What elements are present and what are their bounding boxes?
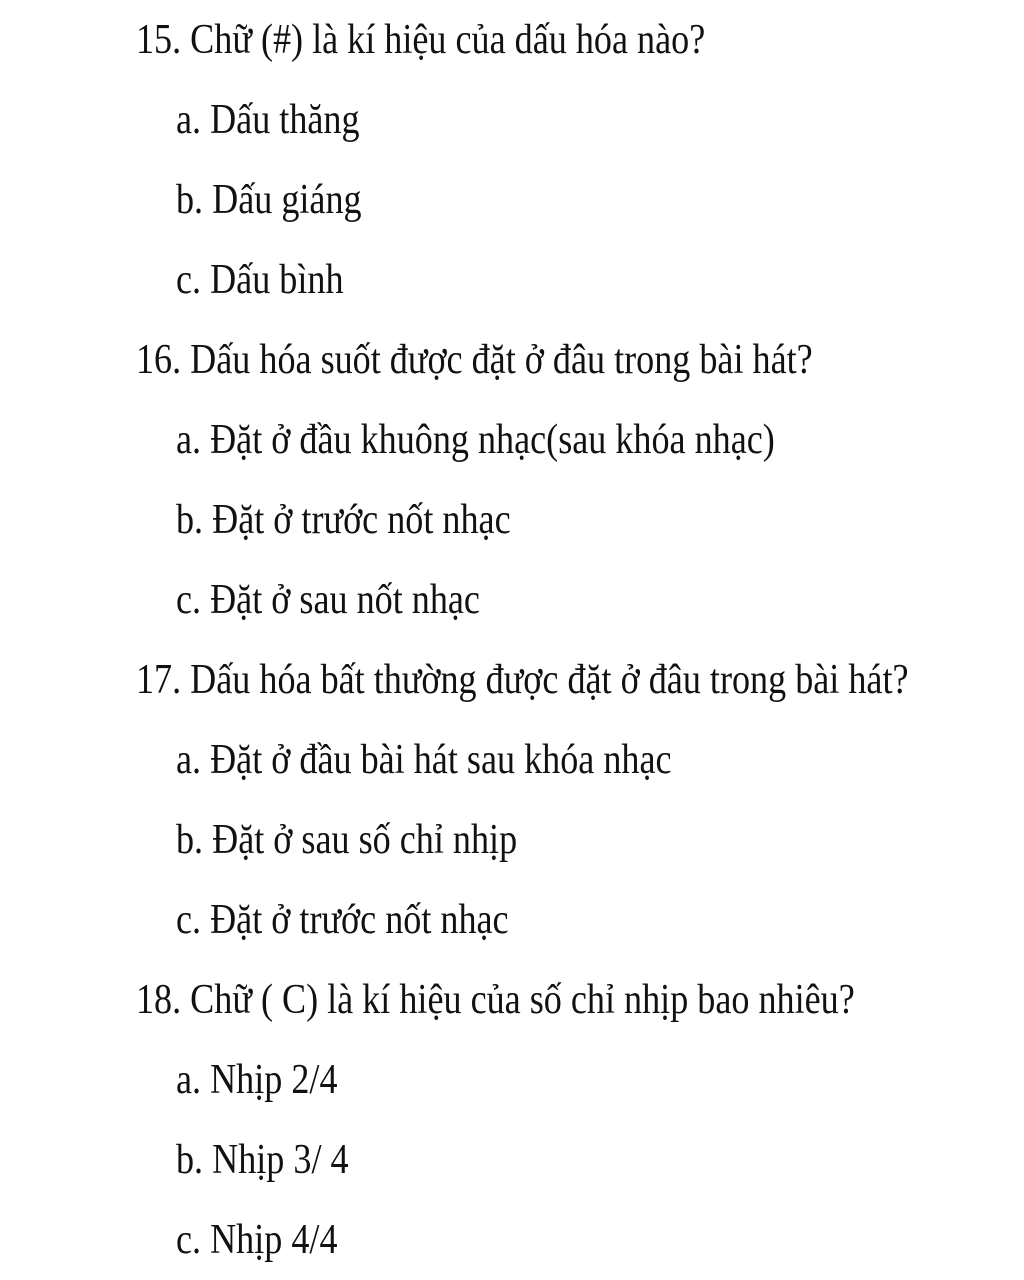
question-17-option-c: c. Đặt ở trước nốt nhạc <box>176 897 509 943</box>
question-17-option-b: b. Đặt ở sau số chỉ nhịp <box>176 817 518 863</box>
question-18: 18. Chữ ( C) là kí hiệu của số chỉ nhịp bao nhiêu? <box>136 977 855 1023</box>
question-16-option-c: c. Đặt ở sau nốt nhạc <box>176 577 480 623</box>
question-16-option-a: a. Đặt ở đầu khuông nhạc(sau khóa nhạc) <box>176 417 775 463</box>
question-18-option-a: a. Nhịp 2/4 <box>176 1057 338 1103</box>
question-18-option-b: b. Nhịp 3/ 4 <box>176 1137 349 1183</box>
question-16-option-b: b. Đặt ở trước nốt nhạc <box>176 497 511 543</box>
question-15-option-a: a. Dấu thăng <box>176 97 360 143</box>
question-15-option-b: b. Dấu giáng <box>176 177 362 223</box>
question-15: 15. Chữ (#) là kí hiệu của dấu hóa nào? <box>136 17 706 63</box>
question-17-option-a: a. Đặt ở đầu bài hát sau khóa nhạc <box>176 737 672 783</box>
question-18-option-c: c. Nhịp 4/4 <box>176 1217 338 1263</box>
question-16: 16. Dấu hóa suốt được đặt ở đâu trong bài hát? <box>136 337 813 383</box>
question-17: 17. Dấu hóa bất thường được đặt ở đâu trong bài hát? <box>136 657 909 703</box>
question-15-option-c: c. Dấu bình <box>176 257 344 303</box>
